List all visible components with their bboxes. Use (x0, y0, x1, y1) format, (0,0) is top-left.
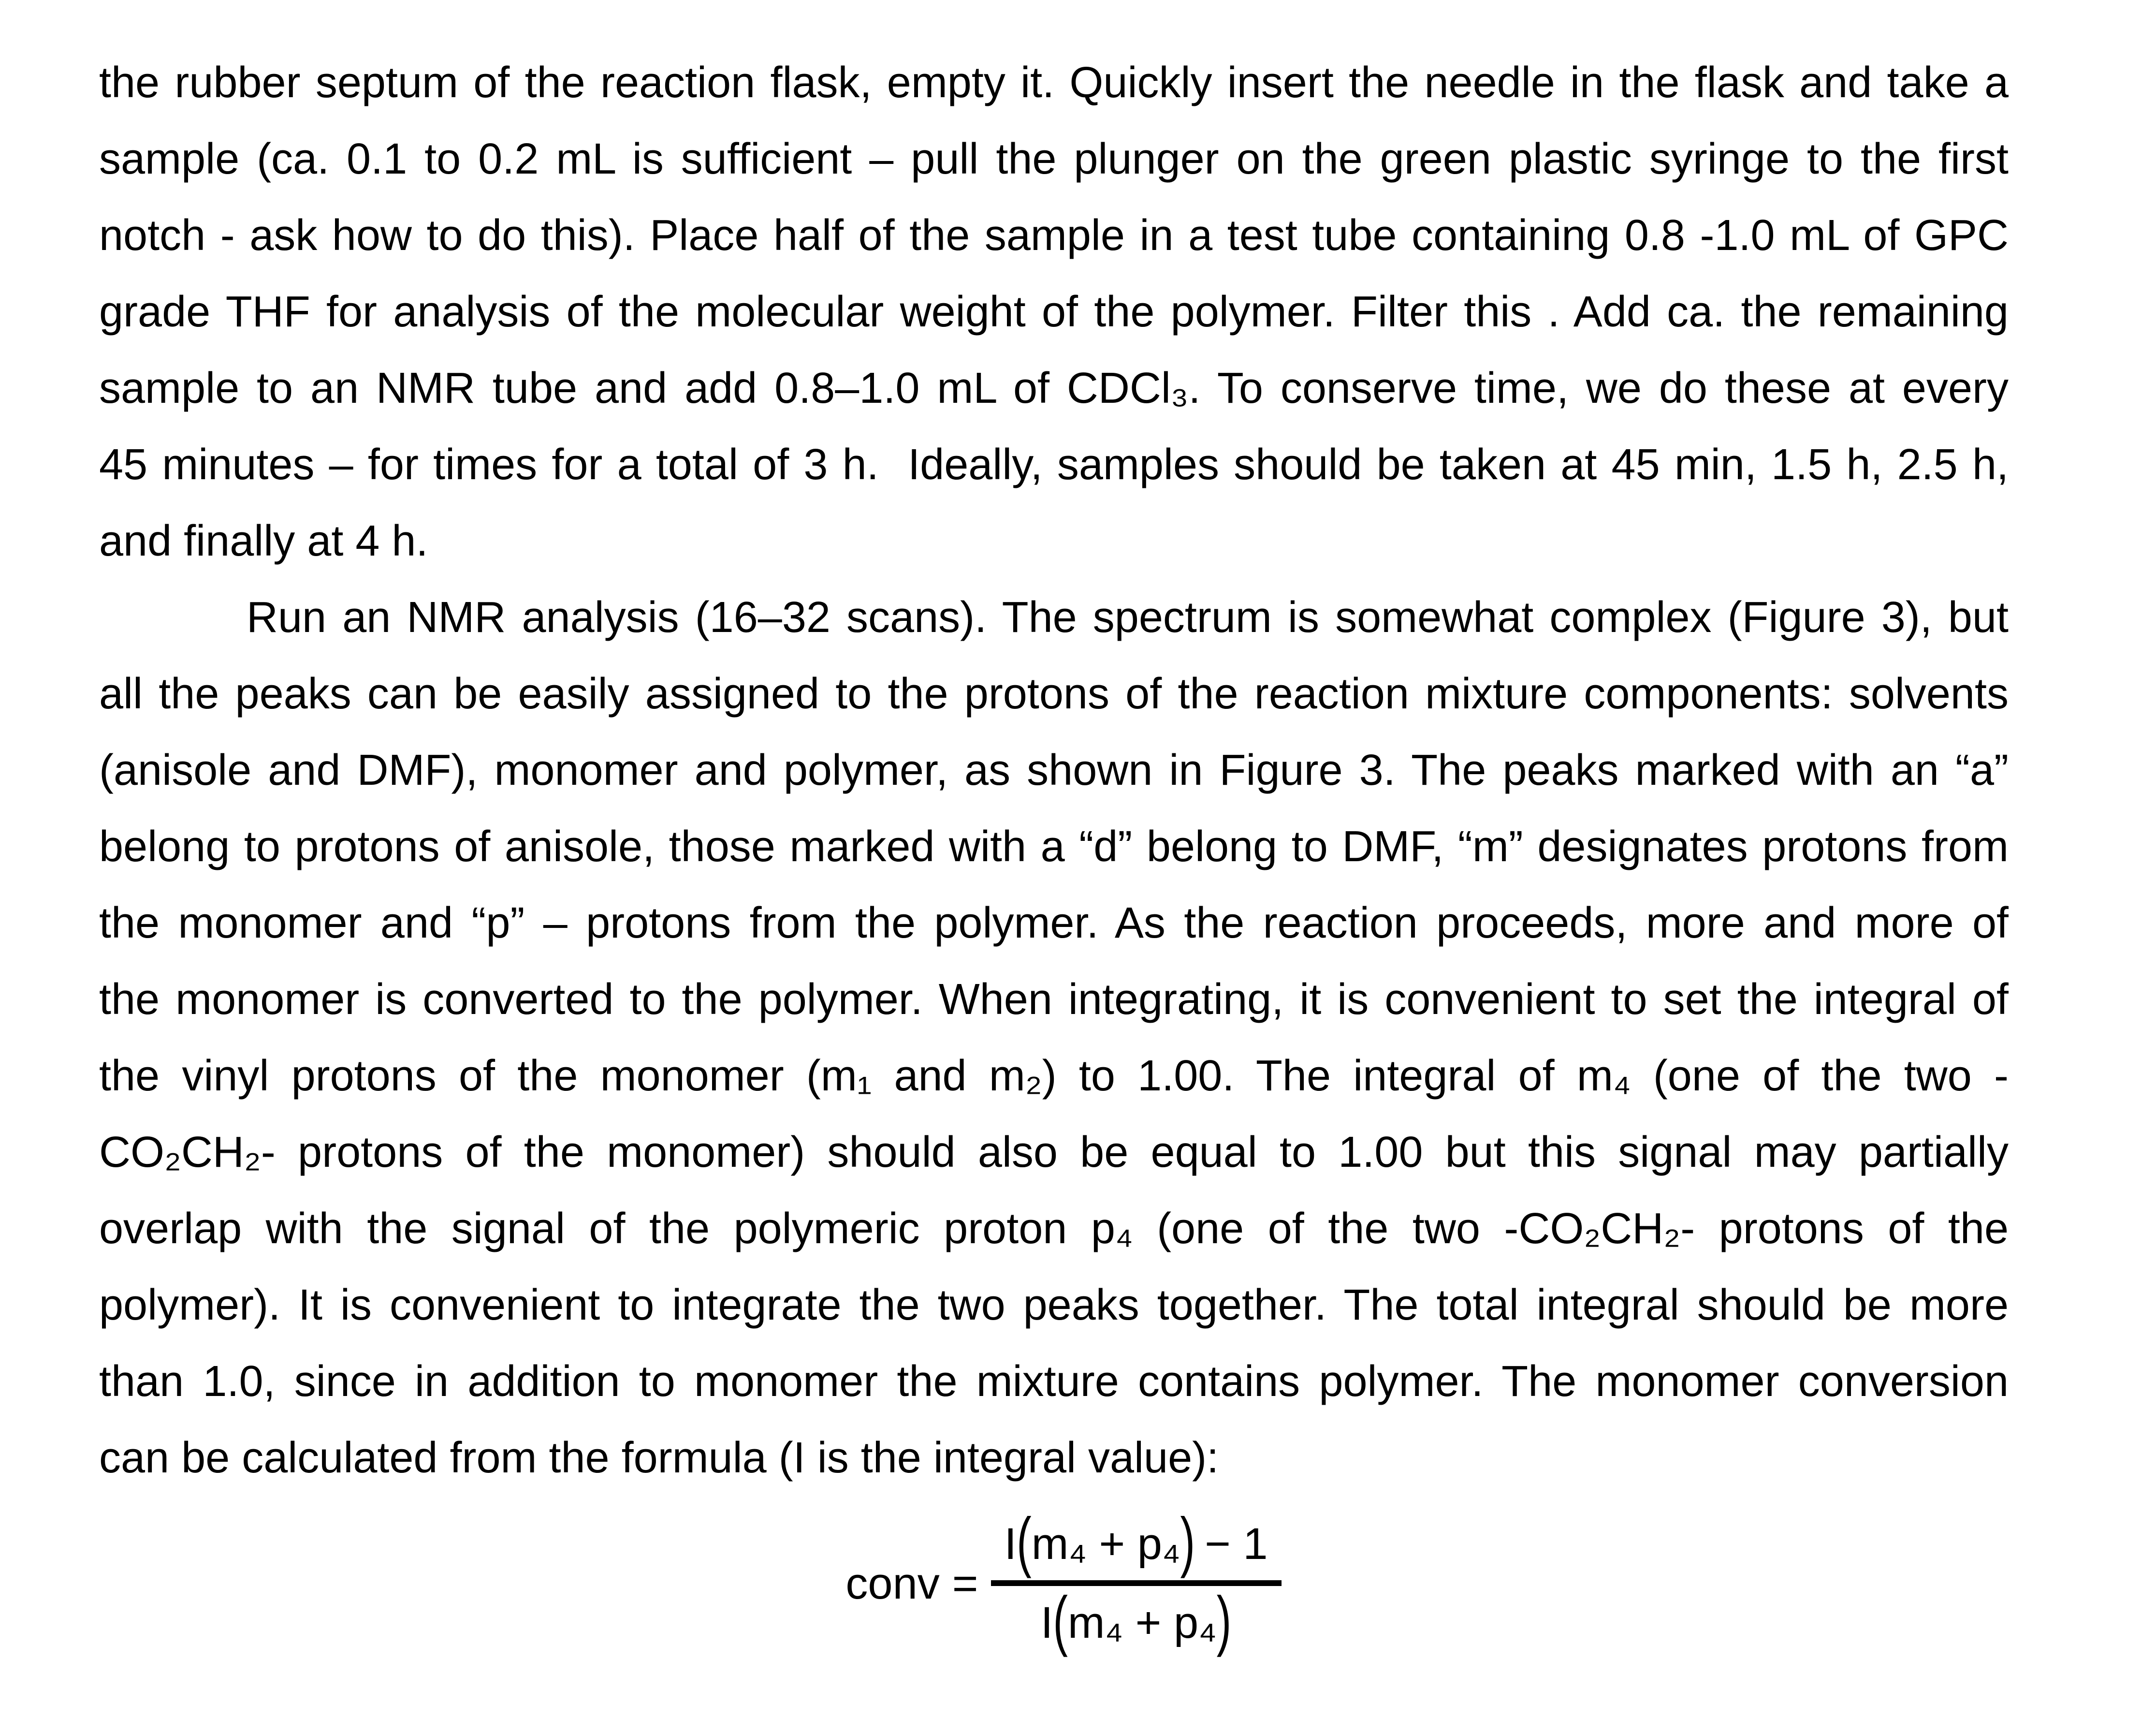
document-page-content (99, 44, 2009, 1496)
numerator-argument: m₄ + p₄ (1031, 1519, 1180, 1569)
text-line: 45 minutes – for times for a total of 3 h. Ideally, samples should be taken at 45 min, 1.5 h, 2.5 h, (99, 441, 2009, 489)
text-line: and finally at 4 h. (99, 517, 428, 565)
numerator-open-paren: ( (1017, 1505, 1032, 1579)
numerator-integral-symbol: I (1004, 1519, 1017, 1569)
text-line: the monomer and “p” – protons from the polymer. As the reaction proceeds, more and more of (99, 899, 2009, 947)
formula-equals-sign: = (952, 1558, 978, 1608)
text-line: (anisole and DMF), monomer and polymer, as shown in Figure 3. The peaks marked with an “a” (99, 746, 2009, 794)
denominator-close-paren: ) (1216, 1584, 1232, 1658)
numerator-close-paren: ) (1180, 1505, 1195, 1579)
numerator-suffix: − 1 (1205, 1519, 1268, 1569)
denominator-argument: m₄ + p₄ (1067, 1598, 1217, 1647)
fraction-bar (991, 1580, 1282, 1586)
text-line: sample to an NMR tube and add 0.8–1.0 mL of CDCl₃. To conserve time, we do these at every (99, 364, 2009, 412)
text-line: belong to protons of anisole, those marked with a “d” belong to DMF, “m” designates protons from (99, 823, 2009, 871)
denominator-open-paren: ( (1053, 1584, 1068, 1658)
fraction-denominator (1027, 1584, 1245, 1658)
text-line: all the peaks can be easily assigned to the protons of the reaction mixture components: solvents (99, 670, 2009, 718)
text-line: Run an NMR analysis (16–32 scans). The spectrum is somewhat complex (Figure 3), but (247, 593, 2009, 642)
monomer-conversion-formula (0, 1492, 2127, 1675)
denominator-integral-symbol: I (1040, 1598, 1053, 1647)
text-line: the vinyl protons of the monomer (m₁ and m₂) to 1.00. The integral of m₄ (one of the two - (99, 1052, 2009, 1100)
text-line: overlap with the signal of the polymeric proton p₄ (one of the two -CO₂CH₂- protons of the (99, 1205, 2009, 1253)
text-line: CO₂CH₂- protons of the monomer) should also be equal to 1.00 but this signal may partially (99, 1128, 2009, 1176)
text-line: the rubber septum of the reaction flask, empty it. Quickly insert the needle in the flask and take a (99, 59, 2009, 107)
text-line: the monomer is converted to the polymer. When integrating, it is convenient to set the integral of (99, 975, 2009, 1024)
text-line: notch - ask how to do this). Place half of the sample in a test tube containing 0.8 -1.0 mL of GPC (99, 211, 2009, 260)
fraction-numerator (991, 1505, 1282, 1580)
formula-fraction (991, 1505, 1282, 1658)
text-line: than 1.0, since in addition to monomer the mixture contains polymer. The monomer conversion (99, 1357, 2009, 1406)
nmr-analysis-paragraph (99, 579, 2009, 1496)
procedure-paragraph (99, 44, 2009, 579)
text-line: polymer). It is convenient to integrate the two peaks together. The total integral should be more (99, 1281, 2009, 1329)
formula-lhs: conv (845, 1558, 940, 1608)
text-line: grade THF for analysis of the molecular weight of the polymer. Filter this . Add ca. the remaining (99, 288, 2009, 336)
text-line: sample (ca. 0.1 to 0.2 mL is sufficient – pull the plunger on the green plastic syringe to the first (99, 135, 2009, 183)
text-line: can be calculated from the formula (I is the integral value): (99, 1434, 1219, 1482)
